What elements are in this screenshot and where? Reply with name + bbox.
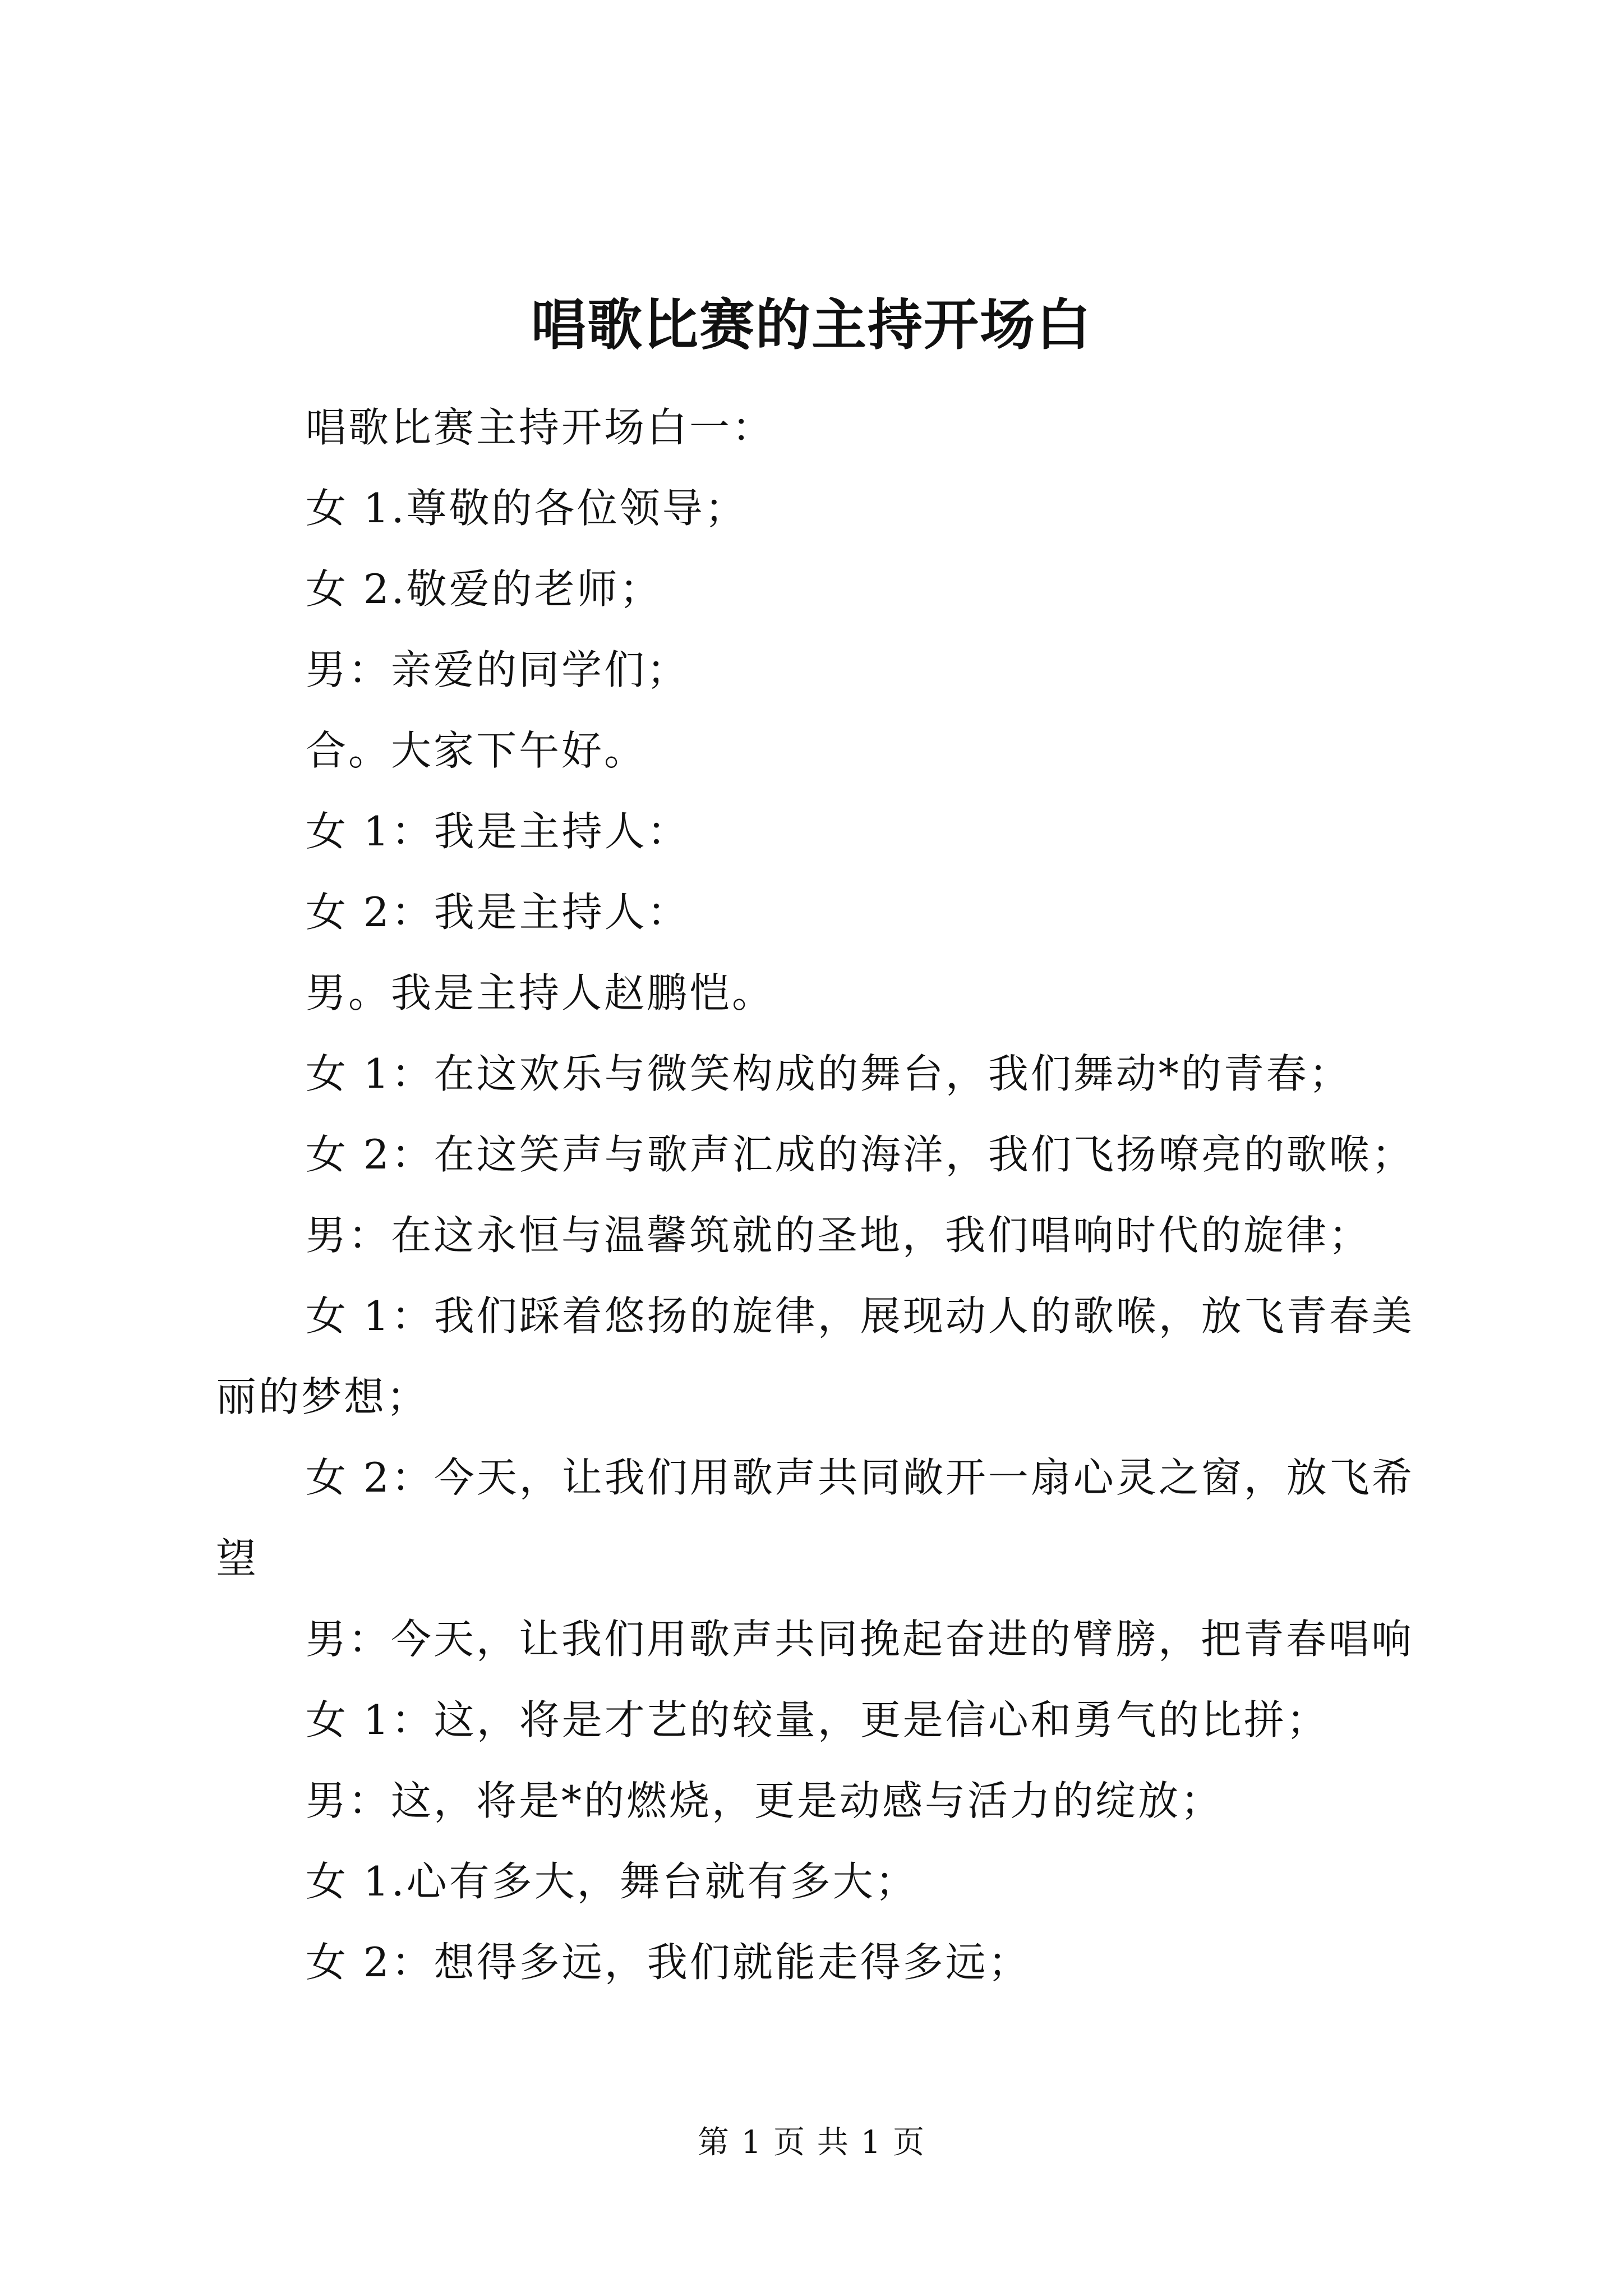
paragraph: 男：在这永恒与温馨筑就的圣地，我们唱响时代的旋律； <box>306 1212 1372 1259</box>
paragraph: 女 2.敬爱的老师； <box>306 565 662 613</box>
paragraph: 女 1：我们踩着悠扬的旋律，展现动人的歌喉，放飞青春美丽的梦想； <box>216 1292 1414 1420</box>
paragraph: 唱歌比赛主持开场白一： <box>306 404 775 451</box>
paragraph: 女 2：想得多远，我们就能走得多远； <box>306 1939 1031 1986</box>
paragraph: 男：今天，让我们用歌声共同挽起奋进的臂膀，把青春唱响 <box>306 1616 1414 1663</box>
page-footer: 第 1 页 共 1 页 <box>697 2124 926 2161</box>
paragraph: 男。我是主持人赵鹏恺。 <box>306 969 775 1016</box>
paragraph: 女 2：今天，让我们用歌声共同敞开一扇心灵之窗，放飞希望 <box>216 1454 1414 1582</box>
document-title: 唱歌比赛的主持开场白 <box>531 293 1092 357</box>
paragraph: 男：这，将是*的燃烧，更是动感与活力的绽放； <box>306 1777 1224 1824</box>
document-body <box>216 387 1422 2003</box>
paragraph: 男：亲爱的同学们； <box>306 646 690 693</box>
paragraph: 女 1：在这欢乐与微笑构成的舞台，我们舞动*的青春； <box>306 1050 1352 1097</box>
paragraph: 女 2：在这笑声与歌声汇成的海洋，我们飞扬嘹亮的歌喉； <box>306 1131 1414 1178</box>
paragraph: 女 2：我是主持人： <box>306 889 690 936</box>
paragraph: 女 1：我是主持人： <box>306 808 690 855</box>
paragraph: 女 1：这，将是才艺的较量，更是信心和勇气的比拼； <box>306 1696 1329 1743</box>
paragraph: 女 1.尊敬的各位领导； <box>306 485 748 532</box>
paragraph: 女 1.心有多大，舞台就有多大； <box>306 1858 918 1905</box>
paragraph: 合。大家下午好。 <box>306 727 647 774</box>
